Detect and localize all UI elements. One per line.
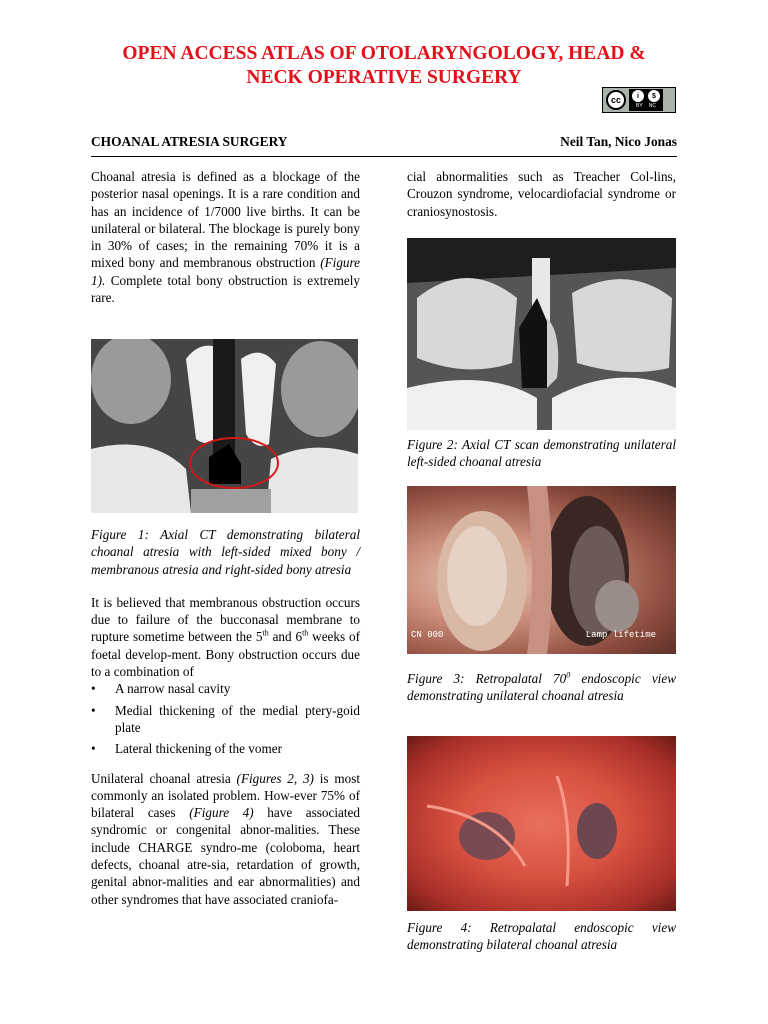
figures-2-3-reference[interactable]: (Figures 2, 3) xyxy=(236,770,314,786)
article-title: CHOANAL ATRESIA SURGERY xyxy=(91,134,288,149)
right-column-fig3-caption xyxy=(407,670,676,705)
list-item: • Medial thickening of the medial ptery-goid plate xyxy=(91,702,360,737)
bony-obstruction-causes-list xyxy=(91,680,360,757)
cc-by-label: BY xyxy=(636,103,643,109)
figure-2-caption: Figure 2: Axial CT scan demonstrating unilateral left-sided choanal atresia xyxy=(407,437,676,470)
atlas-title xyxy=(60,42,708,90)
list-item: • A narrow nasal cavity xyxy=(91,680,360,697)
right-column-fig2-caption xyxy=(407,436,676,471)
article-header xyxy=(91,134,677,157)
figure-4-endoscopic-image xyxy=(407,736,676,911)
cc-nc-label: NC xyxy=(648,103,656,109)
figure-4-reference[interactable]: (Figure 4) xyxy=(189,805,254,821)
figure-1-ct-image xyxy=(91,339,358,513)
figure-2-ct-image xyxy=(407,238,676,430)
figure-3-endoscopic-image xyxy=(407,486,676,654)
cc-logo-icon: cc xyxy=(606,90,626,110)
figure-3-overlay-left: CN 000 xyxy=(411,630,444,640)
left-column xyxy=(91,168,360,306)
atlas-title-line1: OPEN ACCESS ATLAS OF OTOLARYNGOLOGY, HEAD & xyxy=(122,43,646,64)
figure-4-caption: Figure 4: Retropalatal endoscopic view demonstrating bilateral choanal atresia xyxy=(407,920,676,953)
article-authors: Neil Tan, Nico Jonas xyxy=(560,134,677,149)
list-item: • Lateral thickening of the vomer xyxy=(91,740,360,757)
figure-1-reference[interactable]: (Figure 1). xyxy=(91,255,360,288)
right-column xyxy=(407,168,676,220)
figure-3-overlay-right: Lamp lifetime xyxy=(585,630,656,640)
figure-1-caption: Figure 1: Axial CT demonstrating bilateral choanal atresia with left-sided mixed bony / membranous atresia and right-sided bony atresia xyxy=(91,527,360,577)
noncommercial-icon: $ xyxy=(648,90,660,102)
left-column-lower xyxy=(91,526,360,908)
atlas-title-line2: NECK OPERATIVE SURGERY xyxy=(246,67,522,88)
paragraph-syndromes-continued: cial abnormalities such as Treacher Col-lins, Crouzon syndrome, velocardiofacial syndrome or craniosynostosis. xyxy=(407,169,676,219)
paragraph-embryology: It is believed that membranous obstruction occurs due to failure of the bucconasal membrane to rupture sometime between the 5th and 6th weeks of foetal develop-ment. Bony obstruction occurs due to a combination of xyxy=(91,594,360,680)
paragraph-associations: Unilateral choanal atresia (Figures 2, 3) is most commonly an isolated problem. How-ever 75% of bilateral cases (Figure 4) have associated syndromic or congenital abnor-malities. These include CHARGE syndro-me (coloboma, heart defects, choanal atre-sia, retardation of growth, genital abnor-malities and ear abnormalities) and other syndromes that have associated craniofa- xyxy=(91,770,360,907)
creative-commons-license-badge[interactable] xyxy=(602,87,676,113)
right-column-fig4-caption xyxy=(407,919,676,954)
paragraph-definition: Choanal atresia is defined as a blockage of the posterior nasal openings. It is a rare condition and has an incidence of 1/7000 live births. It can be unilateral or bilateral. The blockage is purely bony in 30% of cases; in the remaining 70% it is a mixed bony and membranous obstruction (Figure 1). Complete total bony obstruction is extremely rare. xyxy=(91,169,360,306)
figure-3-caption: Figure 3: Retropalatal $70^0$ endoscopic view demonstrating unilateral choanal atresia xyxy=(407,670,676,704)
attribution-icon: i xyxy=(632,90,644,102)
